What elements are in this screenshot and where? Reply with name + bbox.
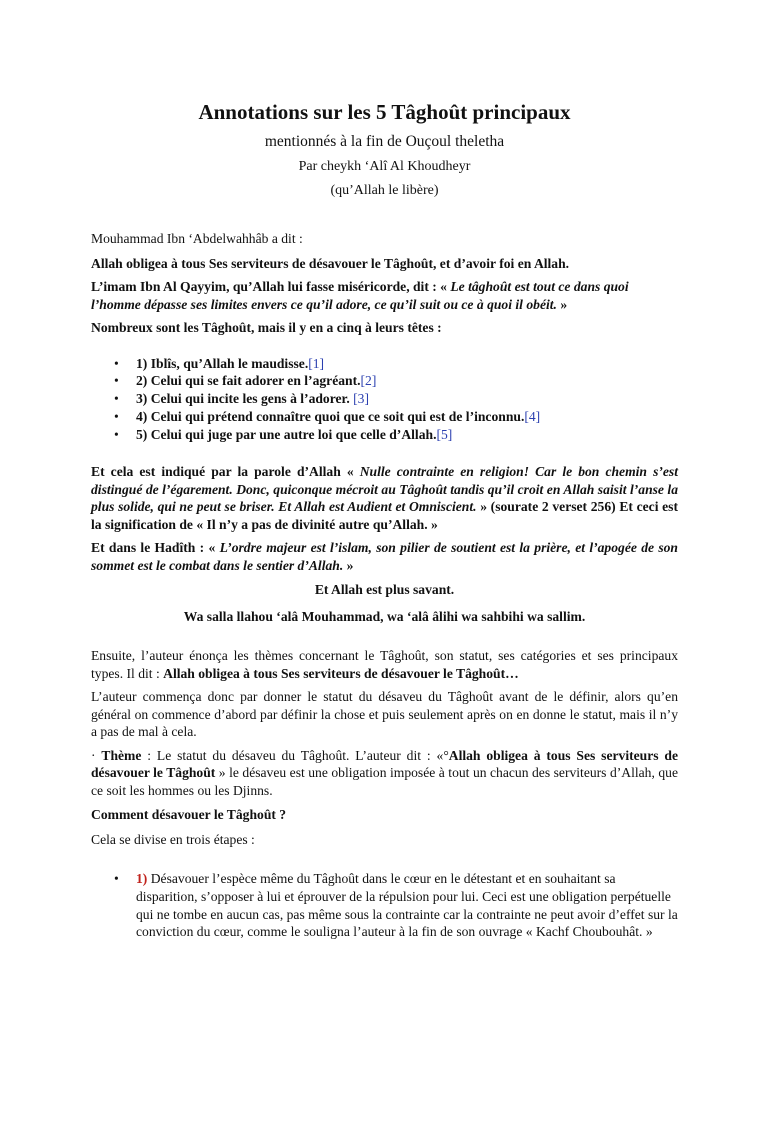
verse-quote: Nulle contrainte en religion! Car le bon chemin s’est distingué de l’égarement. Donc, quiconque mécroit au Tâghoût tandis qu’il croit en Allah saisit l’anse la plus solide, qui ne peut se briser. Et Allah est Audient et Omniscient. (91, 464, 678, 515)
list-item-text: 2) Celui qui se fait adorer en l’agréant. (136, 373, 361, 389)
list-item (136, 870, 678, 940)
author-blessing: (qu’Allah le libère) (330, 183, 439, 198)
themes-text: Ensuite, l’auteur énonça les thèmes concernant le Tâghoût, son statut, ses catégories et ses principaux types. Il dit : (91, 648, 678, 681)
verse-intro: Et cela est indiqué par la parole d’Allah « (91, 464, 360, 480)
list-item (136, 390, 678, 408)
list-item-text: 4) Celui qui prétend connaître quoi que ce soit qui est de l’inconnu. (136, 408, 525, 424)
footnote-link[interactable]: [2] (360, 373, 377, 389)
paragraph-theme (91, 747, 678, 800)
themes-quote: Allah obligea à tous Ses serviteurs de désavouer le Tâghoût… (163, 665, 519, 681)
quote-intro: L’imam Ibn Al Qayyim, qu’Allah lui fasse miséricorde, dit : « (91, 279, 451, 294)
salutation-line: Wa salla llahou ‘alâ Mouhammad, wa ‘alâ âlihi wa sahbihi wa sallim. (183, 608, 586, 624)
document-title: Annotations sur les 5 Tâghoût principaux (198, 100, 571, 124)
list-item (136, 408, 678, 426)
list-item (136, 372, 678, 390)
step-number: 1) (136, 871, 148, 887)
paragraph-themes (91, 647, 678, 682)
document-subtitle: mentionnés à la fin de Ouçoul theletha (264, 133, 505, 150)
verse-reference: » (sourate 2 verset 256) Et ceci est la signification de « Il n’y a pas de divinité autre qu’Allah. » (91, 499, 678, 532)
theme-bullet: · (91, 747, 102, 763)
list-item (136, 355, 678, 373)
theme-quote: Allah obligea à tous Ses serviteurs de désavouer le Tâghoût (91, 747, 679, 781)
footnote-link[interactable]: [1] (308, 355, 325, 371)
theme-label: Thème (101, 747, 142, 763)
list-item-text: 1) Iblîs, qu’Allah le maudisse. (136, 355, 309, 371)
paragraph-steps-intro: Cela se divise en trois étapes : (91, 831, 255, 847)
footnote-link[interactable]: [4] (524, 408, 541, 424)
footnote-link[interactable]: [3] (353, 391, 369, 407)
quote-text: Le tâghoût est tout ce dans quoi l’homme dépasse ses limites envers ce qu’il adore, ce qu’il suit ou ce à quoi il obéit. (91, 279, 629, 312)
hadith-quote: L’ordre majeur est l’islam, son pilier de soutient est la prière, et l’apogée de son sommet est le combat dans le sentier d’Allah. (91, 540, 678, 573)
list-item-text: 5) Celui qui juge par une autre loi que celle d’Allah. (136, 426, 437, 442)
paragraph-author-order: L’auteur commença donc par donner le statut du désaveu du Tâghoût avant de le définir, alors qu’en général on commence d’abord par définir la chose et puis seulement après on en donne le statut, mais il n’y a pas de mal à cela. (91, 689, 678, 740)
section-heading: Comment désavouer le Tâghoût ? (91, 807, 287, 823)
list-item-text: 3) Celui qui incite les gens à l’adorer. (136, 391, 354, 407)
paragraph-hadith (91, 539, 678, 574)
list-item (136, 426, 678, 444)
quote-close: » (556, 296, 568, 312)
theme-text: : Le statut du désaveu du Tâghoût. L’auteur dit : «° (141, 747, 449, 763)
document-page (0, 99, 768, 1123)
author-line: Par cheykh ‘Alî Al Khoudheyr (298, 159, 471, 174)
closing-line: Et Allah est plus savant. (314, 582, 455, 598)
paragraph-obligation: Allah obligea à tous Ses serviteurs de désavouer le Tâghoût, et d’avoir foi en Allah. (91, 255, 570, 271)
intro-text: Mouhammad Ibn ‘Abdelwahhâb a dit : (91, 231, 303, 246)
hadith-intro: Et dans le Hadîth : « (91, 540, 220, 556)
steps-list (91, 870, 678, 940)
theme-explanation: » le désaveu est une obligation imposée à tout un chacun des serviteurs d’Allah, que ce soit les hommes ou les Djinns. (91, 765, 678, 798)
footnote-link[interactable]: [5] (436, 426, 453, 442)
hadith-close: » (343, 557, 354, 573)
paragraph-verse (91, 463, 678, 533)
paragraph-five-heads: Nombreux sont les Tâghoût, mais il y en a cinq à leurs têtes : (91, 320, 442, 335)
paragraph-ibn-qayyim (91, 278, 678, 313)
taghout-list (91, 355, 678, 444)
step-text: Désavouer l’espèce même du Tâghoût dans le cœur en le détestant et en souhaitant sa disparition, s’opposer à lui et éprouver de la répulsion pour lui. Ceci est une obligation perpétuelle qui ne tombe en aucun cas, pas même sous la contrainte car la contrainte ne peut avoir d’effet sur la conviction du cœur, comme le souligna l’auteur à la fin de son ouvrage « Kachf Choubouhât. » (136, 871, 678, 940)
